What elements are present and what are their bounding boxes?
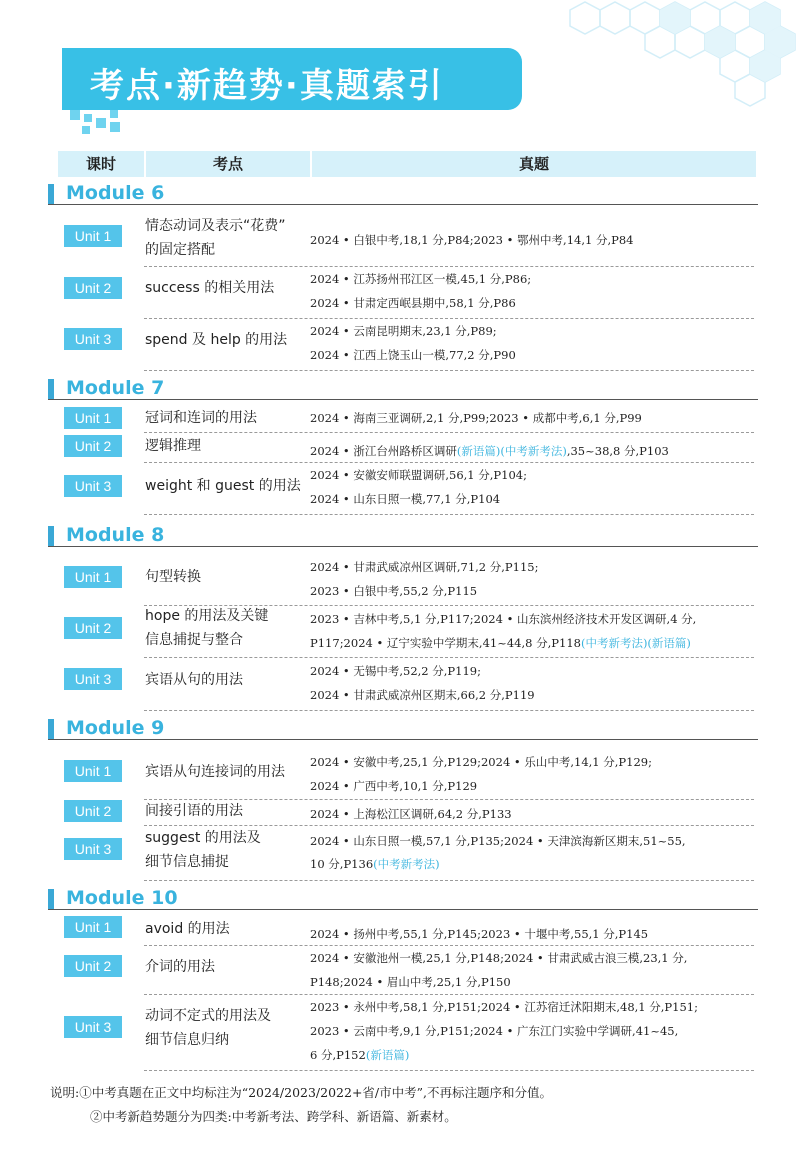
module-marker — [48, 184, 54, 204]
module-marker — [48, 719, 54, 739]
unit-badge: Unit 2 — [64, 277, 122, 299]
exam-source: 2024 • 扬州中考,55,1 分,P145;2023 • 十堰中考,55,1 分,P145 — [310, 927, 649, 941]
topic-text: spend 及 help 的用法 — [145, 332, 288, 348]
topic-text: 介词的用法 — [145, 959, 215, 975]
module-rule — [48, 739, 758, 740]
unit-badge: Unit 2 — [64, 800, 122, 822]
topic-text: suggest 的用法及 — [145, 830, 261, 846]
topic-text: 信息捕捉与整合 — [145, 632, 243, 648]
exam-source: 2024 • 无锡中考,52,2 分,P119; — [310, 664, 481, 678]
topic-text: weight 和 guest 的用法 — [145, 478, 301, 494]
decor-square — [70, 110, 80, 120]
topic-text: 细节信息捕捉 — [145, 854, 229, 870]
row-divider — [144, 432, 754, 433]
unit-badge: Unit 2 — [64, 435, 122, 457]
column-header-point: 考点 — [146, 151, 310, 177]
topic-text: 宾语从句连接词的用法 — [145, 764, 285, 780]
exam-source: 2024 • 安徽池州一模,25,1 分,P148;2024 • 甘肃武威古浪三模,23,1 分, — [310, 951, 688, 965]
topic-text: success 的相关用法 — [145, 280, 275, 296]
module-marker — [48, 526, 54, 546]
decor-square — [84, 114, 92, 122]
exam-source: 2024 • 甘肃武威凉州区期末,66,2 分,P119 — [310, 688, 535, 702]
topic-text: 细节信息归纳 — [145, 1032, 229, 1048]
exam-source: 10 分,P136(中考新考法) — [310, 857, 440, 871]
exam-source: 2024 • 安徽安师联盟调研,56,1 分,P104; — [310, 468, 527, 482]
unit-badge: Unit 1 — [64, 566, 122, 588]
exam-source: 2023 • 白银中考,55,2 分,P115 — [310, 584, 478, 598]
exam-source: 2024 • 山东日照一模,77,1 分,P104 — [310, 492, 501, 506]
row-divider — [144, 1070, 754, 1071]
hex-pattern-decoration — [550, 0, 800, 110]
module-rule — [48, 399, 758, 400]
row-divider — [144, 880, 754, 881]
module-title: Module 10 — [66, 887, 178, 909]
row-divider — [144, 994, 754, 995]
topic-text: 宾语从句的用法 — [145, 672, 243, 688]
module-header — [48, 717, 758, 741]
row-divider — [144, 266, 754, 267]
module-title: Module 6 — [66, 182, 165, 204]
exam-source: 2024 • 甘肃定西岷县期中,58,1 分,P86 — [310, 296, 516, 310]
row-divider — [144, 710, 754, 711]
module-rule — [48, 546, 758, 547]
row-divider — [144, 945, 754, 946]
topic-text: 动词不定式的用法及 — [145, 1008, 271, 1024]
exam-source: 2024 • 海南三亚调研,2,1 分,P99;2023 • 成都中考,6,1 分,P99 — [310, 411, 642, 425]
page-title: 考点·新趋势·真题索引 — [90, 66, 444, 106]
module-marker — [48, 379, 54, 399]
module-header — [48, 377, 758, 401]
unit-badge: Unit 1 — [64, 760, 122, 782]
row-divider — [144, 370, 754, 371]
topic-text: 情态动词及表示“花费” — [145, 218, 286, 234]
topic-text: 逻辑推理 — [145, 438, 201, 454]
row-divider — [144, 318, 754, 319]
exam-source: 2024 • 甘肃武威凉州区调研,71,2 分,P115; — [310, 560, 539, 574]
exam-source: 2023 • 永州中考,58,1 分,P151;2024 • 江苏宿迁沭阳期末,48,1 分,P151; — [310, 1000, 698, 1014]
exam-source: 2024 • 白银中考,18,1 分,P84;2023 • 鄂州中考,14,1 分,P84 — [310, 233, 634, 247]
module-header — [48, 524, 758, 548]
topic-text: 句型转换 — [145, 569, 201, 585]
exam-source: 2023 • 吉林中考,5,1 分,P117;2024 • 山东滨州经济技术开发区调研,4 分, — [310, 612, 697, 626]
footnote: 说明:①中考真题在正文中均标注为“2024/2023/2022+省/市中考”,不再标注题序和分值。 — [50, 1085, 553, 1100]
topic-text: 间接引语的用法 — [145, 803, 243, 819]
topic-text: avoid 的用法 — [145, 921, 230, 937]
unit-badge: Unit 3 — [64, 668, 122, 690]
module-rule — [48, 204, 758, 205]
topic-text: 冠词和连词的用法 — [145, 410, 257, 426]
topic-text: 的固定搭配 — [145, 242, 215, 258]
decor-square — [110, 122, 120, 132]
exam-source: 2023 • 云南中考,9,1 分,P151;2024 • 广东江门实验中学调研,41~45, — [310, 1024, 679, 1038]
exam-source: 2024 • 浙江台州路桥区调研(新语篇)(中考新考法),35~38,8 分,P103 — [310, 444, 669, 458]
module-title: Module 7 — [66, 377, 165, 399]
unit-badge: Unit 3 — [64, 475, 122, 497]
exam-source: 6 分,P152(新语篇) — [310, 1048, 410, 1062]
row-divider — [144, 514, 754, 515]
exam-source: 2024 • 江西上饶玉山一模,77,2 分,P90 — [310, 348, 516, 362]
module-rule — [48, 909, 758, 910]
exam-source: 2024 • 山东日照一模,57,1 分,P135;2024 • 天津滨海新区期末,51~55, — [310, 834, 686, 848]
exam-source: 2024 • 广西中考,10,1 分,P129 — [310, 779, 478, 793]
exam-source: 2024 • 江苏扬州邗江区一模,45,1 分,P86; — [310, 272, 532, 286]
module-title: Module 8 — [66, 524, 165, 546]
unit-badge: Unit 2 — [64, 955, 122, 977]
column-header-lesson: 课时 — [58, 151, 144, 177]
exam-source: P117;2024 • 辽宁实验中学期末,41~44,8 分,P118(中考新考法)(新语篇) — [310, 636, 691, 650]
module-header — [48, 887, 758, 911]
row-divider — [144, 657, 754, 658]
column-header-exam: 真题 — [312, 151, 756, 177]
exam-source: 2024 • 云南昆明期末,23,1 分,P89; — [310, 324, 497, 338]
unit-badge: Unit 2 — [64, 617, 122, 639]
unit-badge: Unit 3 — [64, 838, 122, 860]
unit-badge: Unit 3 — [64, 328, 122, 350]
decor-square — [96, 118, 106, 128]
exam-source: 2024 • 上海松江区调研,64,2 分,P133 — [310, 807, 512, 821]
unit-badge: Unit 1 — [64, 225, 122, 247]
exam-source: P148;2024 • 眉山中考,25,1 分,P150 — [310, 975, 511, 989]
module-header — [48, 182, 758, 206]
module-marker — [48, 889, 54, 909]
topic-text: hope 的用法及关键 — [145, 608, 269, 624]
footnote: ②中考新趋势题分为四类:中考新考法、跨学科、新语篇、新素材。 — [90, 1109, 457, 1124]
decor-square — [110, 110, 118, 118]
decor-square — [82, 126, 90, 134]
unit-badge: Unit 1 — [64, 916, 122, 938]
unit-badge: Unit 1 — [64, 407, 122, 429]
module-title: Module 9 — [66, 717, 165, 739]
row-divider — [144, 462, 754, 463]
unit-badge: Unit 3 — [64, 1016, 122, 1038]
exam-source: 2024 • 安徽中考,25,1 分,P129;2024 • 乐山中考,14,1 分,P129; — [310, 755, 652, 769]
